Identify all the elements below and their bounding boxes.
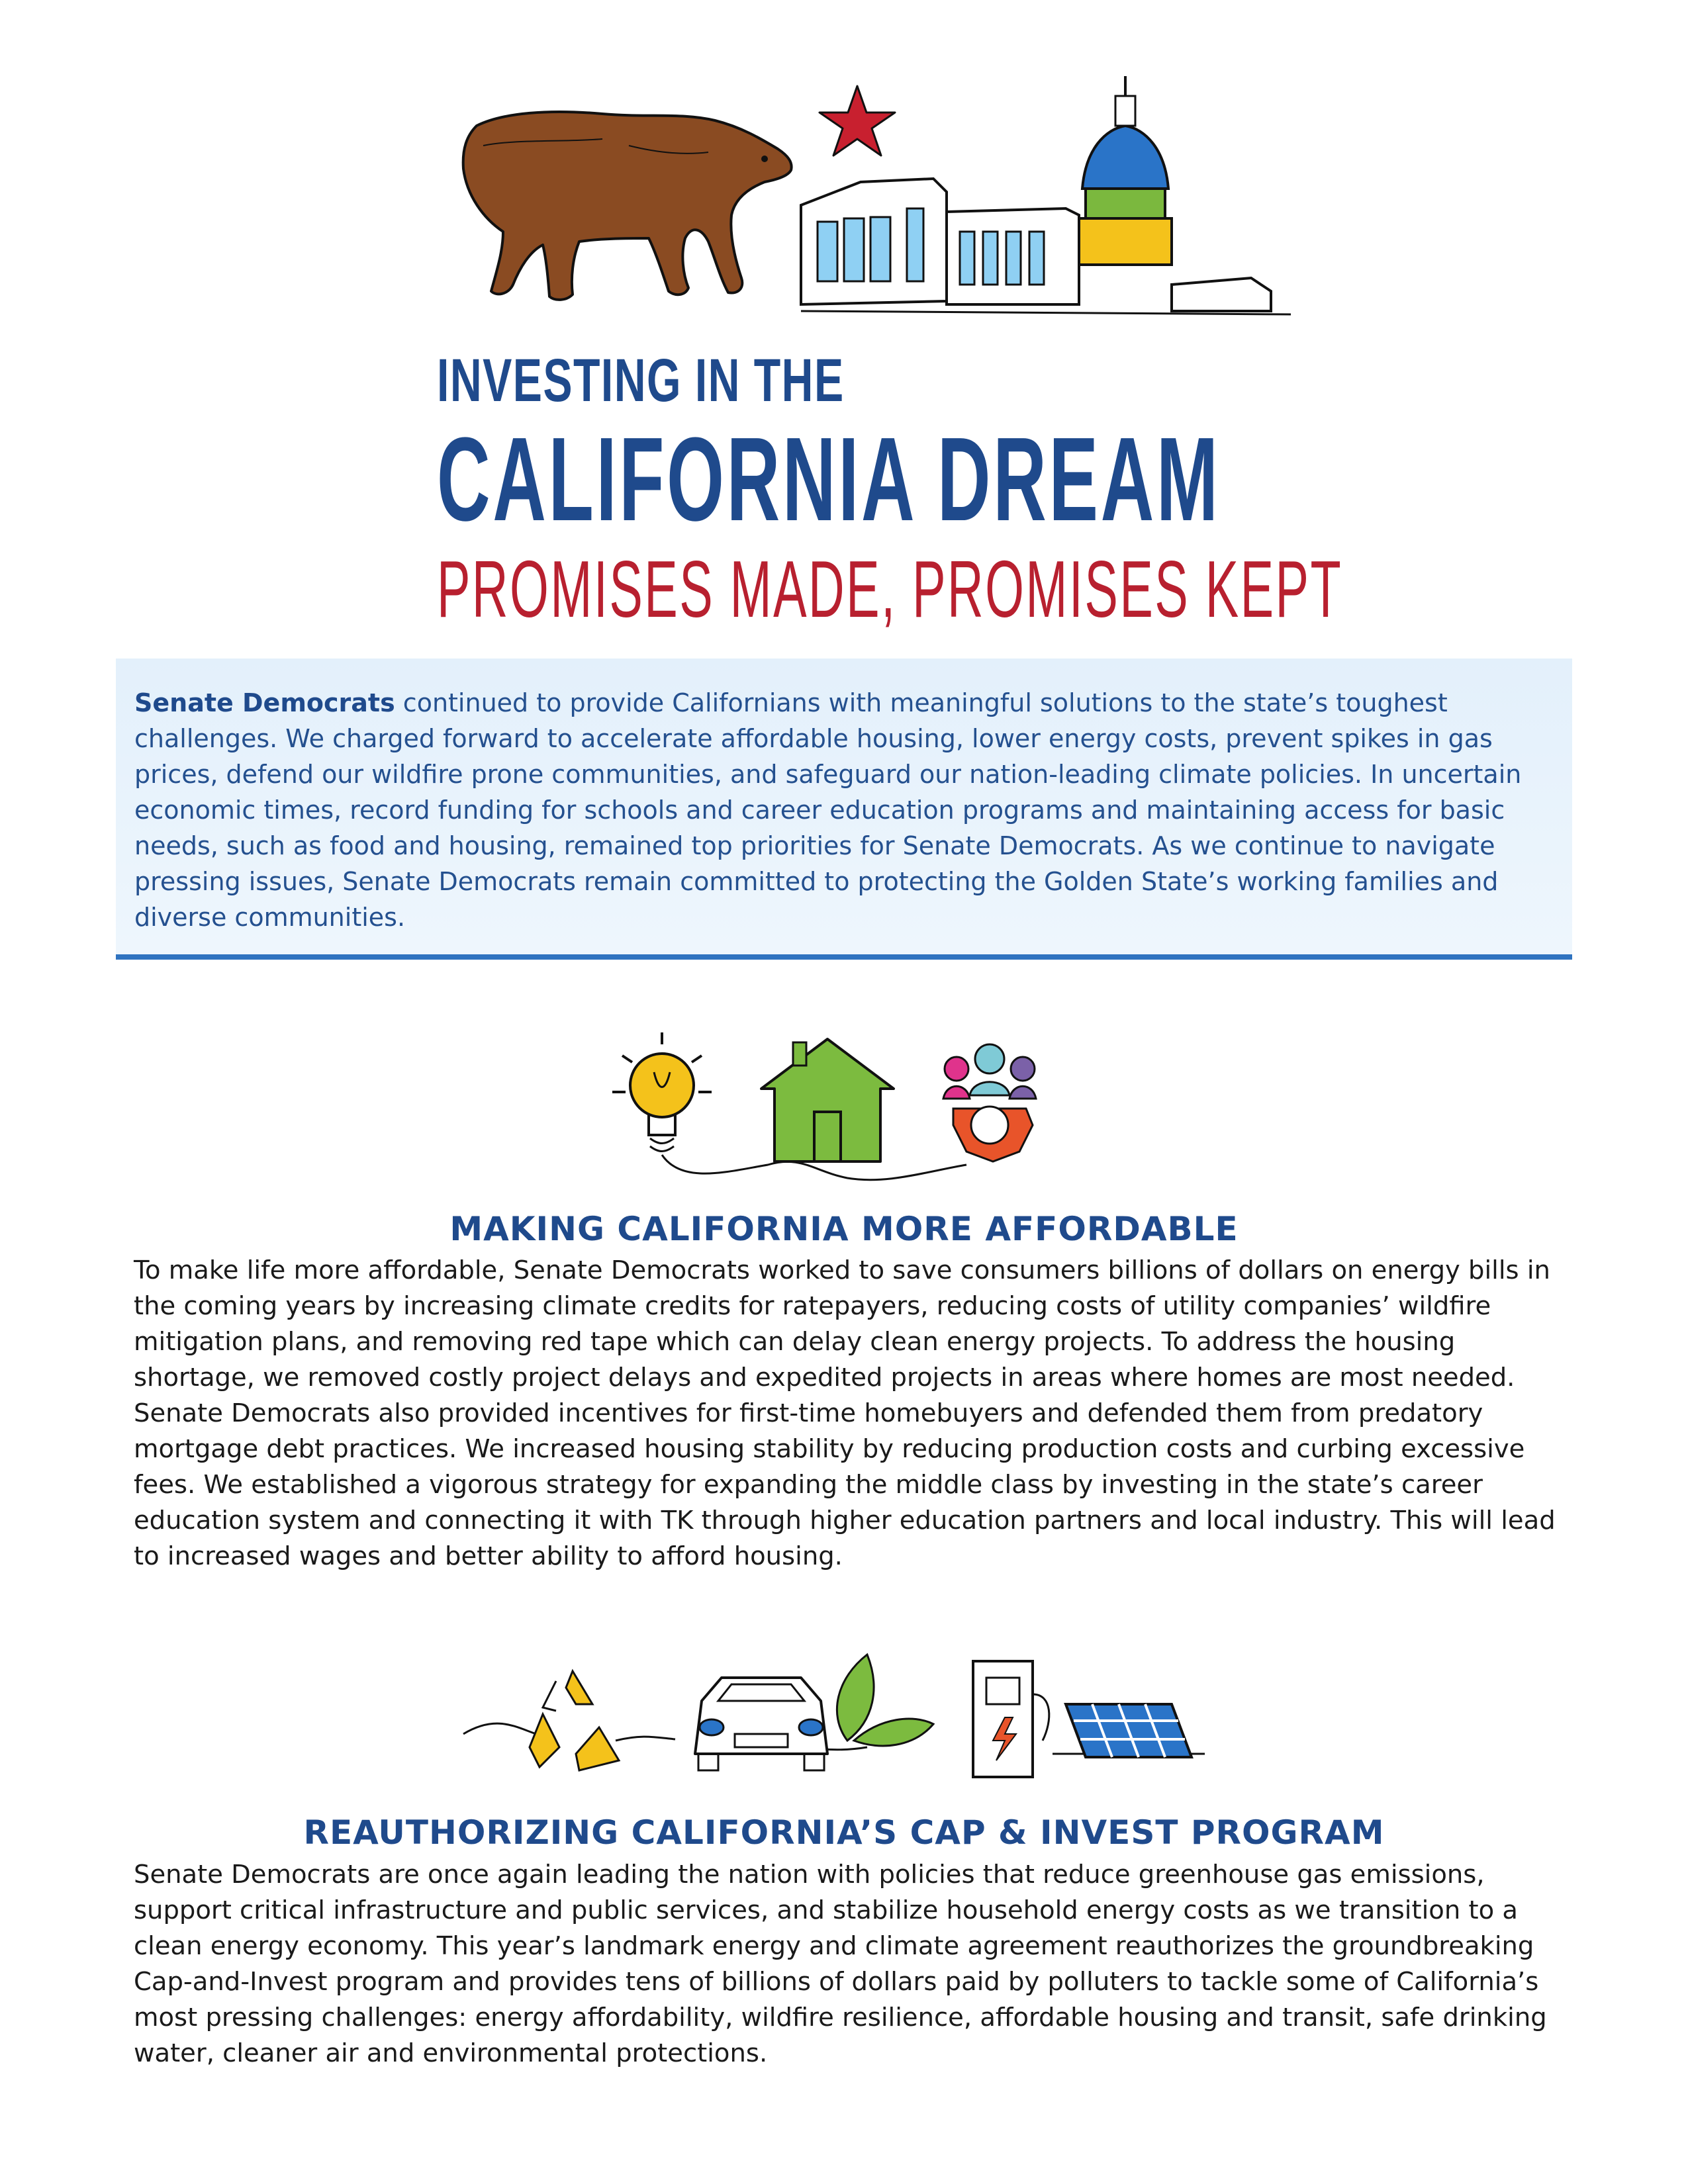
recycle-icon [530,1671,619,1770]
title-line-1: INVESTING IN THE [437,347,845,414]
title-line-2: CALIFORNIA DREAM [437,413,1221,546]
bear-icon [463,112,792,300]
car-icon [695,1678,827,1770]
section-heading-cap-invest: REAUTHORIZING CALIFORNIA’S CAP & INVEST PROGRAM [303,1813,1385,1852]
affordability-icons [596,1019,1099,1205]
section-body-affordability: To make life more affordable, Senate Democrats worked to save consumers billions of dollars on energy bills in the coming years by increasing climate credits for ratepayers, reducing costs of utility companies’ wildfire mitigation plans, and removing red tape which can delay clean energy projects. To address the housing shortage, we removed costly project delays and expedited projects in areas where homes are most needed. Senate Democrats also provided incentives for first-time homebuyers and defended them from predatory mortgage debt practices. We increased housing stability by reducing production costs and curbing excessive fees. We established a vigorous strategy for expanding the middle class by investing in the state’s career education system and connecting it with TK through higher education partners and local industry. This will lead to increased wages and better ability to afford housing. [134,1255,1556,1571]
climate-icons [457,1641,1225,1800]
star-icon [820,86,895,156]
section-heading-affordability: MAKING CALIFORNIA MORE AFFORDABLE [449,1210,1239,1248]
leaf-icon [837,1655,933,1746]
intro-lead: Senate Democrats [134,688,395,717]
people-gear-icon [943,1044,1036,1161]
house-icon [761,1039,894,1161]
hero-illustration [430,40,1304,384]
intro-text: continued to provide Californians with meaningful solutions to the state’s toughest challenges. We charged forward to accelerate affordable housing, lower energy costs, prevent spikes in gas prices, defend our wildfire prone communities, and safeguard our nation-leading climate policies. In uncertain economic times, record funding for schools and career education programs and maintaining access for basic needs, such as food and housing, remained top priorities for Senate Democrats. As we continue to navigate pressing issues, Senate Democrats remain committed to protecting the Golden State’s working families and diverse communities. [134,688,1522,932]
ev-charger-icon [973,1661,1049,1777]
lightbulb-icon [612,1032,712,1152]
title-block [437,344,1343,635]
solar-panel-icon [1066,1704,1192,1757]
subtitle: PROMISES MADE, PROMISES KEPT [437,544,1343,634]
intro-paragraph [134,685,1552,935]
section-body-cap-invest: Senate Democrats are once again leading the nation with policies that reduce greenhouse gas emissions, support critical infrastructure and public services, and stabilize household energy costs as we transition to a clean energy economy. This year’s landmark energy and climate agreement reauthorizes the groundbreaking Cap-and-Invest program and provides tens of billions of dollars paid by polluters to tackle some of California’s most pressing challenges: energy affordability, wildfire resilience, affordable housing and transit, safe drinking water, cleaner air and environmental protections. [134,1860,1547,2068]
intro-box [116,659,1572,960]
